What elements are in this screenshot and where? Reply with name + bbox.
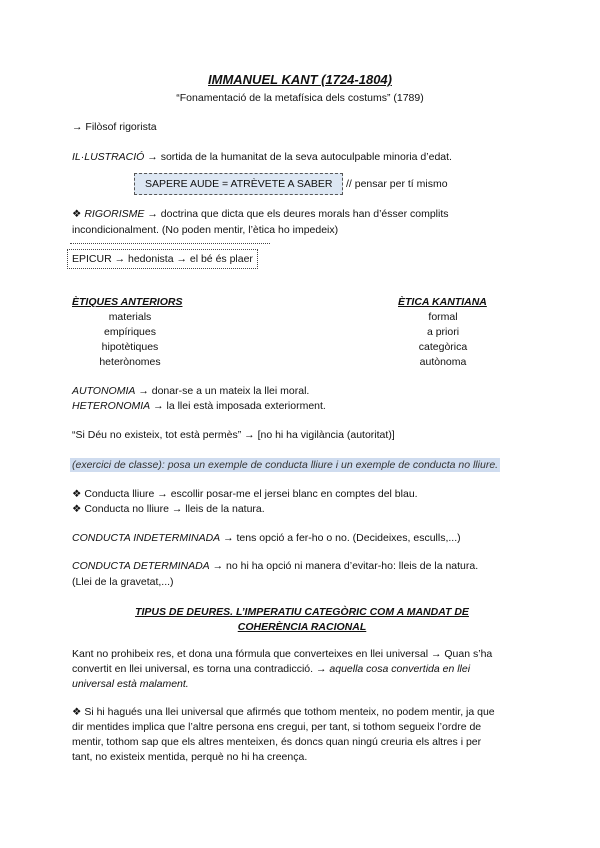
ilustracio-definition: → sortida de la humanitat de la seva autoculpable minoria d’edat. — [144, 151, 452, 163]
epicur-box: EPICUR → hedonista → el bé és plaer — [67, 249, 258, 269]
sapere-aude-box: SAPERE AUDE = ATRÈVETE A SABER — [134, 173, 343, 195]
section-heading-line-2: COHERÈNCIA RACIONAL — [237, 621, 367, 633]
rigorisme-term: RIGORISME — [84, 208, 145, 220]
page-subtitle: “Fonamentació de la metafísica dels costums” (1789) — [176, 92, 424, 104]
paragraph-1-italic: aquella cosa convertida en llei — [329, 663, 471, 675]
right-item: autònoma — [419, 356, 467, 368]
epicur-top-rule — [70, 243, 270, 244]
autonomia-line — [72, 385, 309, 397]
rigorisme-definition: → doctrina que dicta que els deures morals han d’ésser complits — [144, 208, 449, 220]
conducta-no-lliure-line: ❖ Conducta no lliure → lleis de la natura. — [72, 503, 265, 515]
rigorisme-line-2: incondicionalment. (No poden mentir, l’ètica ho impedeix) — [72, 224, 339, 236]
exercise-highlight: (exercici de classe): posa un exemple de conducta lliure i un exemple de conducta no lliure. — [72, 459, 499, 471]
paragraph-1-text: convertit en llei universal, es torna una contradicció. → — [72, 663, 330, 675]
autonomia-definition: → donar-se a un mateix la llei moral. — [135, 385, 310, 397]
left-item: hipotètiques — [101, 341, 159, 353]
right-item: a priori — [426, 326, 460, 338]
determinada-definition: → no hi ha opció ni manera d’evitar-ho: lleis de la natura. — [209, 560, 479, 572]
rigorisme-line — [72, 208, 449, 220]
left-item: materials — [108, 311, 152, 323]
filosof-line: → Filòsof rigorista — [72, 121, 157, 133]
paragraph-1-line-1: Kant no prohibeix res, et dona una fórmula que converteixes en llei universal → Quan s’ha — [72, 648, 493, 660]
determinada-line — [72, 560, 478, 572]
paragraph-2-line-4: tant, no existeix mentida, perquè no hi ha creença. — [72, 751, 308, 763]
right-item: categòrica — [418, 341, 468, 353]
indeterminada-term: CONDUCTA INDETERMINADA — [72, 532, 221, 544]
right-column-header: ÈTICA KANTIANA — [398, 296, 487, 308]
ilustracio-line — [72, 151, 452, 163]
determinada-term: CONDUCTA DETERMINADA — [72, 560, 210, 572]
sapere-aude-note: // pensar per tí mismo — [346, 178, 448, 190]
indeterminada-definition: → tens opció a fer-ho o no. (Decideixes, esculls,...) — [220, 532, 461, 544]
heteronomia-term: HETERONOMIA — [72, 400, 151, 412]
determinada-line-2: (Llei de la gravetat,...) — [72, 576, 174, 588]
heteronomia-line — [72, 400, 326, 412]
paragraph-1-line-3: universal està malament. — [72, 678, 189, 690]
ilustracio-term: IL·LUSTRACIÓ — [72, 151, 145, 163]
paragraph-2-line-2: dir mentides implica que l’altre persona ens cregui, per tant, si tothom segueix l’ordre de — [72, 721, 482, 733]
paragraph-2-line-3: mentir, tothom sap que els altres menteixen, és doncs quan ningú creuria els altres i per — [72, 736, 482, 748]
right-item: formal — [428, 311, 458, 323]
bullet-icon: ❖ — [72, 208, 85, 220]
page-title: IMMANUEL KANT (1724-1804) — [208, 72, 392, 87]
indeterminada-line — [72, 532, 461, 544]
heteronomia-definition: → la llei està imposada exteriorment. — [150, 400, 326, 412]
paragraph-1-line-2 — [72, 663, 470, 675]
autonomia-term: AUTONOMIA — [72, 385, 136, 397]
left-item: heterònomes — [99, 356, 161, 368]
quote-line: “Si Déu no existeix, tot està permès” → [no hi ha vigilància (autoritat)] — [72, 429, 395, 441]
conducta-lliure-line: ❖ Conducta lliure → escollir posar-me el jersei blanc en comptes del blau. — [72, 488, 418, 500]
paragraph-2-line-1: ❖ Si hi hagués una llei universal que afirmés que tothom menteix, no podem mentir, ja que — [72, 706, 495, 718]
left-item: empíriques — [104, 326, 156, 338]
section-heading-line-1: TIPUS DE DEURES. L’IMPERATIU CATEGÒRIC COM A MANDAT DE — [135, 606, 469, 618]
left-column-header: ÈTIQUES ANTERIORS — [72, 296, 183, 308]
